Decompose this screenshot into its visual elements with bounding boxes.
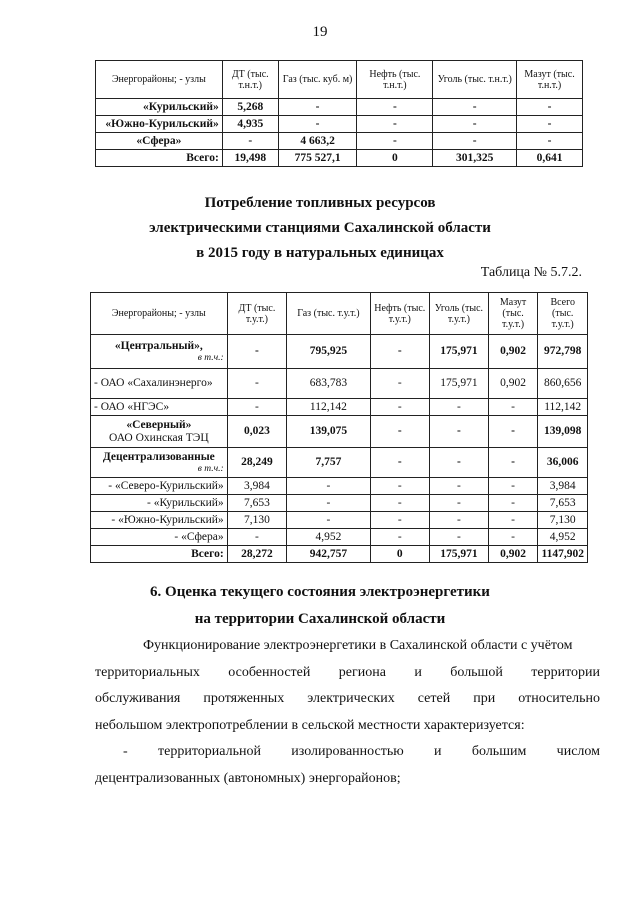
table2-cell: 28,249	[227, 448, 287, 478]
table-row	[91, 399, 588, 416]
table2-cell: 139,075	[287, 416, 370, 448]
table1-cell: 5,268	[222, 99, 278, 116]
table1-header-row	[96, 61, 583, 99]
table2-cell: -	[227, 369, 287, 399]
table1-total-cell: 775 527,1	[278, 150, 357, 167]
table2-cell: 3,984	[227, 478, 287, 495]
paragraph-line: обслуживания протяженных электрических сетей при относительно	[95, 691, 600, 706]
table2-cell-name: - ОАО «НГЭС»	[91, 399, 228, 416]
table1-cell: -	[278, 99, 357, 116]
table2-cell: 7,130	[538, 512, 588, 529]
paragraph-line: Функционирование электроэнергетики в Сахалинской области с учётом	[143, 638, 573, 653]
table2-cell: 4,952	[287, 529, 370, 546]
table2-cell: -	[488, 448, 538, 478]
table-row	[96, 99, 583, 116]
table1-cell: -	[433, 99, 517, 116]
table2-cell: -	[227, 529, 287, 546]
table2-cell: 0,023	[227, 416, 287, 448]
table2-cell: -	[370, 335, 430, 369]
table2-cell: -	[488, 416, 538, 448]
table-row	[91, 369, 588, 399]
table2-cell: 972,798	[538, 335, 588, 369]
table2-total-cell: 1147,902	[538, 546, 588, 563]
table1-cell: -	[357, 99, 433, 116]
table1-total-row	[96, 150, 583, 167]
table2-cell: -	[488, 529, 538, 546]
table2-cell: -	[370, 512, 430, 529]
table2-cell-name	[91, 416, 228, 448]
table2-cell: -	[430, 495, 489, 512]
table1-total-cell: 0,641	[517, 150, 583, 167]
table1-header: Энергорайоны; - узлы	[96, 61, 223, 99]
chapter-heading-line: 6. Оценка текущего состояния электроэнергетики	[150, 584, 490, 600]
table-fuel-natural-continued	[95, 60, 583, 167]
paragraph-line: небольшом электропотреблении в сельской местности характеризуется:	[95, 717, 525, 733]
section-title-line: электрическими станциями Сахалинской области	[149, 220, 491, 236]
chapter-heading-line: на территории Сахалинской области	[194, 611, 446, 627]
table2-header: Всего (тыс. т.у.т.)	[538, 293, 588, 335]
table2-total-cell: 942,757	[287, 546, 370, 563]
table2-cell: 175,971	[430, 335, 489, 369]
table2-cell: 7,653	[538, 495, 588, 512]
table1-cell: -	[357, 133, 433, 150]
table2-cell: 175,971	[430, 369, 489, 399]
table2-cell: 0,902	[488, 335, 538, 369]
table2-cell: -	[430, 478, 489, 495]
page-number: 19	[312, 24, 328, 40]
table-row	[91, 495, 588, 512]
section-title-line: в 2015 году в натуральных единицах	[196, 245, 444, 261]
table2-cell: -	[488, 399, 538, 416]
table2-cell: -	[287, 478, 370, 495]
table2-total-cell: 175,971	[430, 546, 489, 563]
paragraph-characteristics	[95, 633, 600, 739]
table2-cell-name: - «Сфера»	[91, 529, 228, 546]
table1-header: Мазут (тыс. т.н.т.)	[517, 61, 583, 99]
table2-cell: 7,653	[227, 495, 287, 512]
table2-cell-name: - ОАО «Сахалинэнерго»	[91, 369, 228, 399]
table2-cell: 795,925	[287, 335, 370, 369]
paragraph-list-item	[95, 739, 600, 792]
table2-cell: -	[227, 399, 287, 416]
table2-total-row	[91, 546, 588, 563]
table2-cell: -	[430, 448, 489, 478]
table-row	[91, 512, 588, 529]
table2-cell: 112,142	[287, 399, 370, 416]
table2-total-label: Всего:	[91, 546, 228, 563]
row-name-secondary: ОАО Охинская ТЭЦ	[108, 431, 209, 444]
table2-total-cell: 0	[370, 546, 430, 563]
table1-cell: -	[433, 116, 517, 133]
table2-cell: 4,952	[538, 529, 588, 546]
table1-header: ДТ (тыс. т.н.т.)	[222, 61, 278, 99]
table1-cell: 4,935	[222, 116, 278, 133]
table2-cell: 139,098	[538, 416, 588, 448]
table2-cell-name	[91, 335, 228, 369]
table-fuel-conventional	[90, 292, 588, 563]
table2-header-row	[91, 293, 588, 335]
table2-cell: -	[430, 399, 489, 416]
table2-cell: -	[488, 512, 538, 529]
row-name: «Северный»	[126, 418, 192, 431]
table1-header: Уголь (тыс. т.н.т.)	[433, 61, 517, 99]
table1-cell: -	[278, 116, 357, 133]
table1-cell: -	[517, 116, 583, 133]
table2-cell: 683,783	[287, 369, 370, 399]
section-title-line: Потребление топливных ресурсов	[204, 195, 436, 211]
table2-cell: -	[370, 416, 430, 448]
table2-cell: -	[287, 512, 370, 529]
table2-total-cell: 0,902	[488, 546, 538, 563]
table2-cell: -	[430, 416, 489, 448]
table2-cell: -	[370, 399, 430, 416]
table2-cell-name: - «Южно-Курильский»	[91, 512, 228, 529]
table2-cell-name: - «Северо-Курильский»	[91, 478, 228, 495]
row-name: «Центральный»,	[114, 340, 203, 352]
table1-cell-name: «Сфера»	[96, 133, 223, 150]
table-row	[91, 448, 588, 478]
table2-cell-name	[91, 448, 228, 478]
table2-header: Уголь (тыс. т.у.т.)	[430, 293, 489, 335]
table2-cell: -	[370, 478, 430, 495]
table1-total-cell: 301,325	[433, 150, 517, 167]
table1-header: Газ (тыс. куб. м)	[278, 61, 357, 99]
table1-cell-name: «Южно-Курильский»	[96, 116, 223, 133]
table2-cell: 7,130	[227, 512, 287, 529]
table-row	[91, 416, 588, 448]
table2-cell: -	[370, 448, 430, 478]
table1-cell-name: «Курильский»	[96, 99, 223, 116]
table-row	[96, 116, 583, 133]
table1-cell: -	[517, 99, 583, 116]
table2-cell: -	[430, 529, 489, 546]
table2-cell: -	[287, 495, 370, 512]
table2-cell: -	[370, 529, 430, 546]
paragraph-line: территориальных особенностей региона и большой территории	[95, 664, 600, 680]
table1-cell: -	[517, 133, 583, 150]
table2-cell: 3,984	[538, 478, 588, 495]
table2-cell: -	[370, 369, 430, 399]
table2-cell: 0,902	[488, 369, 538, 399]
table2-cell-name: - «Курильский»	[91, 495, 228, 512]
table2-cell: -	[370, 495, 430, 512]
table2-cell: -	[488, 478, 538, 495]
table2-total-cell: 28,272	[227, 546, 287, 563]
table1-cell: -	[433, 133, 517, 150]
table2-header: Мазут (тыс. т.у.т.)	[488, 293, 538, 335]
row-name: Децентрализованные	[102, 451, 215, 463]
table1-header: Нефть (тыс. т.н.т.)	[357, 61, 433, 99]
table-label: Таблица № 5.7.2.	[480, 265, 582, 280]
table1-cell: -	[357, 116, 433, 133]
table2-cell: 112,142	[538, 399, 588, 416]
table2-cell: 7,757	[287, 448, 370, 478]
table2-header: Энергорайоны; - узлы	[91, 293, 228, 335]
table2-cell: -	[488, 495, 538, 512]
table2-cell: -	[227, 335, 287, 369]
table-row	[91, 478, 588, 495]
table2-header: Газ (тыс. т.у.т.)	[287, 293, 370, 335]
table-row	[91, 335, 588, 369]
table-row	[91, 529, 588, 546]
table1-total-cell: 19,498	[222, 150, 278, 167]
row-subtitle: в т.ч.:	[197, 464, 224, 474]
table1-cell: 4 663,2	[278, 133, 357, 150]
table2-header: ДТ (тыс. т.у.т.)	[227, 293, 287, 335]
table2-cell: -	[430, 512, 489, 529]
table2-cell: 36,006	[538, 448, 588, 478]
table1-total-cell: 0	[357, 150, 433, 167]
table1-cell: -	[222, 133, 278, 150]
paragraph-line: - территориальной изолированностью и большим числом	[123, 744, 600, 759]
table2-header: Нефть (тыс. т.у.т.)	[370, 293, 430, 335]
table2-cell: 860,656	[538, 369, 588, 399]
table-row	[96, 133, 583, 150]
paragraph-line: децентрализованных (автономных) энергорайонов;	[95, 770, 401, 786]
row-subtitle: в т.ч.:	[197, 353, 224, 363]
table1-total-label: Всего:	[96, 150, 223, 167]
